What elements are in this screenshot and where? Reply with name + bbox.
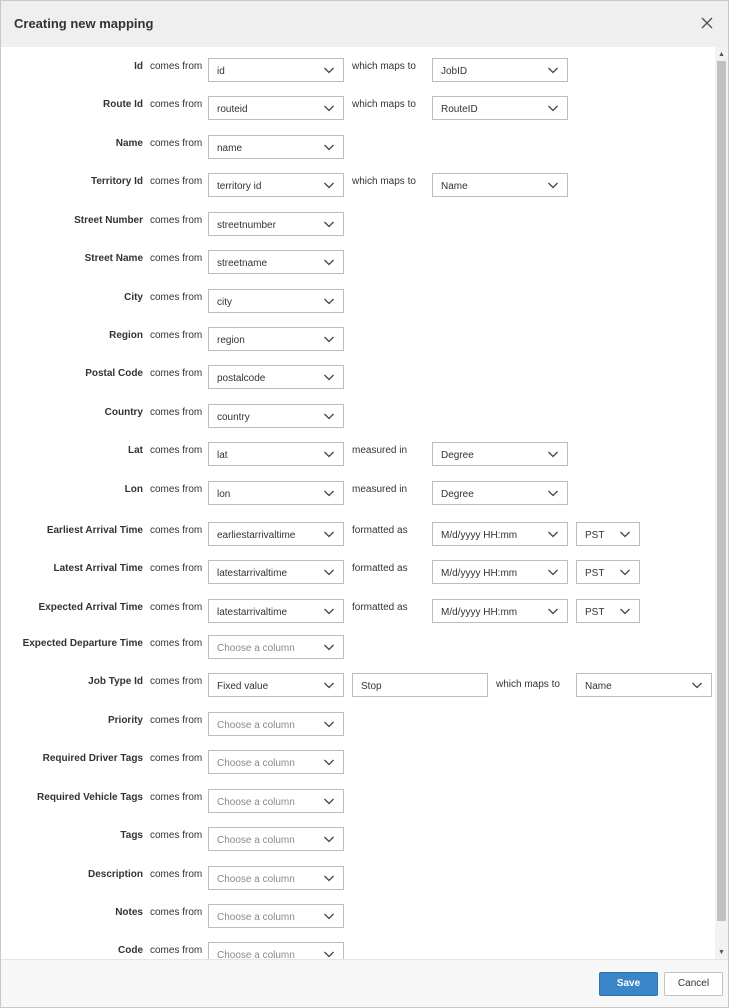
source-column-select[interactable] bbox=[208, 827, 344, 851]
field-label: Country bbox=[104, 407, 143, 418]
source-column-select[interactable] bbox=[208, 327, 344, 351]
chevron-down-icon bbox=[323, 834, 335, 844]
chevron-down-icon bbox=[323, 911, 335, 921]
unit-select[interactable] bbox=[432, 481, 568, 505]
which-maps-to-text: which maps to bbox=[352, 176, 416, 187]
chevron-down-icon bbox=[323, 334, 335, 344]
selected-value: territory id bbox=[217, 181, 262, 192]
selected-value: latestarrivaltime bbox=[217, 607, 288, 618]
selected-value: city bbox=[217, 297, 232, 308]
mapping-row-expected-departure-time bbox=[1, 635, 728, 665]
comes-from-text: comes from bbox=[150, 602, 203, 613]
mapping-row-country bbox=[1, 404, 728, 434]
field-label: Name bbox=[115, 138, 143, 149]
mapping-row-street-name bbox=[1, 250, 728, 280]
source-column-select[interactable] bbox=[208, 599, 344, 623]
placeholder-value: Choose a column bbox=[217, 797, 295, 808]
chevron-down-icon bbox=[323, 372, 335, 382]
source-column-select[interactable] bbox=[208, 250, 344, 274]
comes-from-text: comes from bbox=[150, 138, 203, 149]
field-label: Required Driver Tags bbox=[42, 753, 143, 764]
placeholder-value: Choose a column bbox=[217, 912, 295, 923]
selected-value: earliestarrivaltime bbox=[217, 530, 296, 541]
field-label: Lat bbox=[128, 445, 143, 456]
placeholder-value: Choose a column bbox=[217, 950, 295, 959]
source-column-select[interactable] bbox=[208, 789, 344, 813]
placeholder-value: Choose a column bbox=[217, 835, 295, 846]
chevron-down-icon bbox=[323, 257, 335, 267]
source-column-select[interactable] bbox=[208, 904, 344, 928]
chevron-down-icon bbox=[323, 488, 335, 498]
source-column-select[interactable] bbox=[208, 404, 344, 428]
comes-from-text: comes from bbox=[150, 676, 203, 687]
field-label: Region bbox=[109, 330, 143, 341]
mapping-row-route-id bbox=[1, 96, 728, 126]
field-label: Job Type Id bbox=[88, 676, 143, 687]
mapping-row-lat bbox=[1, 442, 728, 472]
comes-from-text: comes from bbox=[150, 176, 203, 187]
field-label: Earliest Arrival Time bbox=[46, 525, 143, 536]
field-label: Street Number bbox=[74, 215, 143, 226]
source-column-select[interactable] bbox=[208, 481, 344, 505]
source-column-select[interactable] bbox=[208, 173, 344, 197]
comes-from-text: comes from bbox=[150, 61, 203, 72]
chevron-down-icon bbox=[547, 449, 559, 459]
source-column-select[interactable] bbox=[208, 673, 344, 697]
chevron-down-icon bbox=[323, 219, 335, 229]
source-column-select[interactable] bbox=[208, 58, 344, 82]
placeholder-value: Choose a column bbox=[217, 720, 295, 731]
comes-from-text: comes from bbox=[150, 253, 203, 264]
mapping-row-code bbox=[1, 942, 728, 959]
chevron-down-icon bbox=[547, 65, 559, 75]
comes-from-text: comes from bbox=[150, 563, 203, 574]
fixed-value-input[interactable] bbox=[352, 673, 488, 697]
mapping-row-street-number bbox=[1, 212, 728, 242]
chevron-down-icon bbox=[323, 606, 335, 616]
selected-value: lat bbox=[217, 450, 228, 461]
selected-value: streetname bbox=[217, 258, 268, 269]
comes-from-text: comes from bbox=[150, 869, 203, 880]
source-column-select[interactable] bbox=[208, 560, 344, 584]
selected-value: Degree bbox=[441, 489, 474, 500]
field-label: Latest Arrival Time bbox=[53, 563, 143, 574]
scroll-down-arrow-icon[interactable]: ▼ bbox=[718, 949, 725, 956]
selected-value: Fixed value bbox=[217, 681, 269, 692]
source-column-select[interactable] bbox=[208, 750, 344, 774]
chevron-down-icon bbox=[323, 103, 335, 113]
selected-value: PST bbox=[585, 607, 605, 618]
selected-value: M/d/yyyy HH:mm bbox=[441, 568, 518, 579]
chevron-down-icon bbox=[323, 529, 335, 539]
mapping-row-lon bbox=[1, 481, 728, 511]
mapping-form bbox=[1, 47, 728, 959]
chevron-down-icon bbox=[323, 296, 335, 306]
field-label: Expected Departure Time bbox=[22, 638, 143, 649]
unit-select[interactable] bbox=[432, 442, 568, 466]
vertical-scrollbar[interactable] bbox=[715, 47, 728, 959]
target-field-select[interactable] bbox=[432, 173, 568, 197]
dialog-footer bbox=[1, 959, 728, 1008]
chevron-down-icon bbox=[323, 142, 335, 152]
placeholder-value: Choose a column bbox=[217, 874, 295, 885]
source-column-select[interactable] bbox=[208, 866, 344, 890]
chevron-down-icon bbox=[619, 529, 631, 539]
mapping-row-latest-arrival-time bbox=[1, 560, 728, 590]
formatted-as-text: formatted as bbox=[352, 602, 408, 613]
chevron-down-icon bbox=[547, 567, 559, 577]
timezone-select[interactable] bbox=[576, 522, 640, 546]
selected-value: latestarrivaltime bbox=[217, 568, 288, 579]
mapping-row-city bbox=[1, 289, 728, 319]
chevron-down-icon bbox=[323, 180, 335, 190]
which-maps-to-text: which maps to bbox=[352, 99, 416, 110]
selected-value: postalcode bbox=[217, 373, 266, 384]
chevron-down-icon bbox=[547, 529, 559, 539]
format-select[interactable] bbox=[432, 522, 568, 546]
scrollbar-thumb[interactable] bbox=[717, 61, 726, 921]
chevron-down-icon bbox=[547, 103, 559, 113]
chevron-down-icon bbox=[547, 606, 559, 616]
selected-value: M/d/yyyy HH:mm bbox=[441, 607, 518, 618]
selected-value: streetnumber bbox=[217, 220, 276, 231]
comes-from-text: comes from bbox=[150, 753, 203, 764]
field-label: Code bbox=[118, 945, 143, 956]
cancel-button[interactable]: Cancel bbox=[664, 972, 723, 996]
selected-value: PST bbox=[585, 530, 605, 541]
comes-from-text: comes from bbox=[150, 945, 203, 956]
selected-value: lon bbox=[217, 489, 231, 500]
source-column-select[interactable] bbox=[208, 96, 344, 120]
dialog-title: Creating new mapping bbox=[14, 16, 154, 31]
mapping-row-required-driver-tags bbox=[1, 750, 728, 780]
selected-value: Degree bbox=[441, 450, 474, 461]
placeholder-value: Choose a column bbox=[217, 758, 295, 769]
selected-value: routeid bbox=[217, 104, 248, 115]
chevron-down-icon bbox=[691, 680, 703, 690]
field-label: Territory Id bbox=[90, 176, 143, 187]
field-label: City bbox=[124, 292, 143, 303]
mapping-row-expected-arrival-time bbox=[1, 599, 728, 629]
source-column-select[interactable] bbox=[208, 635, 344, 659]
comes-from-text: comes from bbox=[150, 830, 203, 841]
chevron-down-icon bbox=[323, 949, 335, 959]
source-column-select[interactable] bbox=[208, 442, 344, 466]
chevron-down-icon bbox=[323, 65, 335, 75]
source-column-select[interactable] bbox=[208, 365, 344, 389]
field-label: Priority bbox=[107, 715, 143, 726]
comes-from-text: comes from bbox=[150, 445, 203, 456]
field-label: Expected Arrival Time bbox=[38, 602, 143, 613]
chevron-down-icon bbox=[547, 488, 559, 498]
mapping-row-priority bbox=[1, 712, 728, 742]
dialog-header bbox=[1, 1, 728, 47]
mapping-row-postal-code bbox=[1, 365, 728, 395]
comes-from-text: comes from bbox=[150, 99, 203, 110]
comes-from-text: comes from bbox=[150, 525, 203, 536]
field-label: Lon bbox=[124, 484, 143, 495]
mapping-row-notes bbox=[1, 904, 728, 934]
comes-from-text: comes from bbox=[150, 907, 203, 918]
which-maps-to-text: which maps to bbox=[352, 61, 416, 72]
field-label: Notes bbox=[115, 907, 143, 918]
field-label: Postal Code bbox=[85, 368, 143, 379]
comes-from-text: comes from bbox=[150, 330, 203, 341]
mapping-row-description bbox=[1, 866, 728, 896]
chevron-down-icon bbox=[323, 642, 335, 652]
chevron-down-icon bbox=[323, 567, 335, 577]
source-column-select[interactable] bbox=[208, 212, 344, 236]
format-select[interactable] bbox=[432, 599, 568, 623]
mapping-row-territory-id bbox=[1, 173, 728, 203]
mapping-row-id bbox=[1, 58, 728, 88]
mapping-row-required-vehicle-tags bbox=[1, 789, 728, 819]
source-column-select[interactable] bbox=[208, 135, 344, 159]
which-maps-to-text: which maps to bbox=[496, 679, 560, 690]
selected-value: region bbox=[217, 335, 245, 346]
comes-from-text: comes from bbox=[150, 368, 203, 379]
fixed-value-text: Stop bbox=[361, 681, 382, 692]
chevron-down-icon bbox=[323, 680, 335, 690]
measured-in-text: measured in bbox=[352, 445, 408, 456]
target-field-select[interactable] bbox=[432, 58, 568, 82]
selected-value: JobID bbox=[441, 66, 468, 77]
chevron-down-icon bbox=[323, 796, 335, 806]
timezone-select[interactable] bbox=[576, 560, 640, 584]
mapping-row-region bbox=[1, 327, 728, 357]
format-select[interactable] bbox=[432, 560, 568, 584]
formatted-as-text: formatted as bbox=[352, 525, 408, 536]
selected-value: country bbox=[217, 412, 250, 423]
comes-from-text: comes from bbox=[150, 484, 203, 495]
comes-from-text: comes from bbox=[150, 638, 203, 649]
selected-value: id bbox=[217, 66, 225, 77]
mapping-row-earliest-arrival-time bbox=[1, 522, 728, 552]
mapping-row-job-type-id bbox=[1, 673, 728, 703]
chevron-down-icon bbox=[547, 180, 559, 190]
chevron-down-icon bbox=[323, 449, 335, 459]
selected-value: RouteID bbox=[441, 104, 478, 115]
field-label: Route Id bbox=[103, 99, 143, 110]
comes-from-text: comes from bbox=[150, 792, 203, 803]
comes-from-text: comes from bbox=[150, 292, 203, 303]
chevron-down-icon bbox=[619, 567, 631, 577]
close-icon[interactable] bbox=[698, 14, 716, 32]
chevron-down-icon bbox=[323, 719, 335, 729]
selected-value: PST bbox=[585, 568, 605, 579]
save-button[interactable]: Save bbox=[599, 972, 658, 996]
chevron-down-icon bbox=[323, 757, 335, 767]
comes-from-text: comes from bbox=[150, 407, 203, 418]
field-label: Tags bbox=[120, 830, 143, 841]
timezone-select[interactable] bbox=[576, 599, 640, 623]
source-column-select[interactable] bbox=[208, 289, 344, 313]
placeholder-value: Choose a column bbox=[217, 643, 295, 654]
selected-value: Name bbox=[585, 681, 612, 692]
measured-in-text: measured in bbox=[352, 484, 408, 495]
comes-from-text: comes from bbox=[150, 215, 203, 226]
selected-value: name bbox=[217, 143, 243, 154]
scroll-up-arrow-icon[interactable]: ▲ bbox=[718, 51, 725, 58]
chevron-down-icon bbox=[323, 873, 335, 883]
mapping-row-name bbox=[1, 135, 728, 165]
field-label: Street Name bbox=[84, 253, 143, 264]
source-column-select[interactable] bbox=[208, 522, 344, 546]
chevron-down-icon bbox=[323, 411, 335, 421]
target-field-select[interactable] bbox=[432, 96, 568, 120]
field-label: Id bbox=[134, 61, 143, 72]
selected-value: M/d/yyyy HH:mm bbox=[441, 530, 518, 541]
comes-from-text: comes from bbox=[150, 715, 203, 726]
mapping-row-tags bbox=[1, 827, 728, 857]
field-label: Required Vehicle Tags bbox=[37, 792, 143, 803]
chevron-down-icon bbox=[619, 606, 631, 616]
target-field-select[interactable] bbox=[576, 673, 712, 697]
source-column-select[interactable] bbox=[208, 942, 344, 959]
formatted-as-text: formatted as bbox=[352, 563, 408, 574]
selected-value: Name bbox=[441, 181, 468, 192]
field-label: Description bbox=[87, 869, 143, 880]
source-column-select[interactable] bbox=[208, 712, 344, 736]
